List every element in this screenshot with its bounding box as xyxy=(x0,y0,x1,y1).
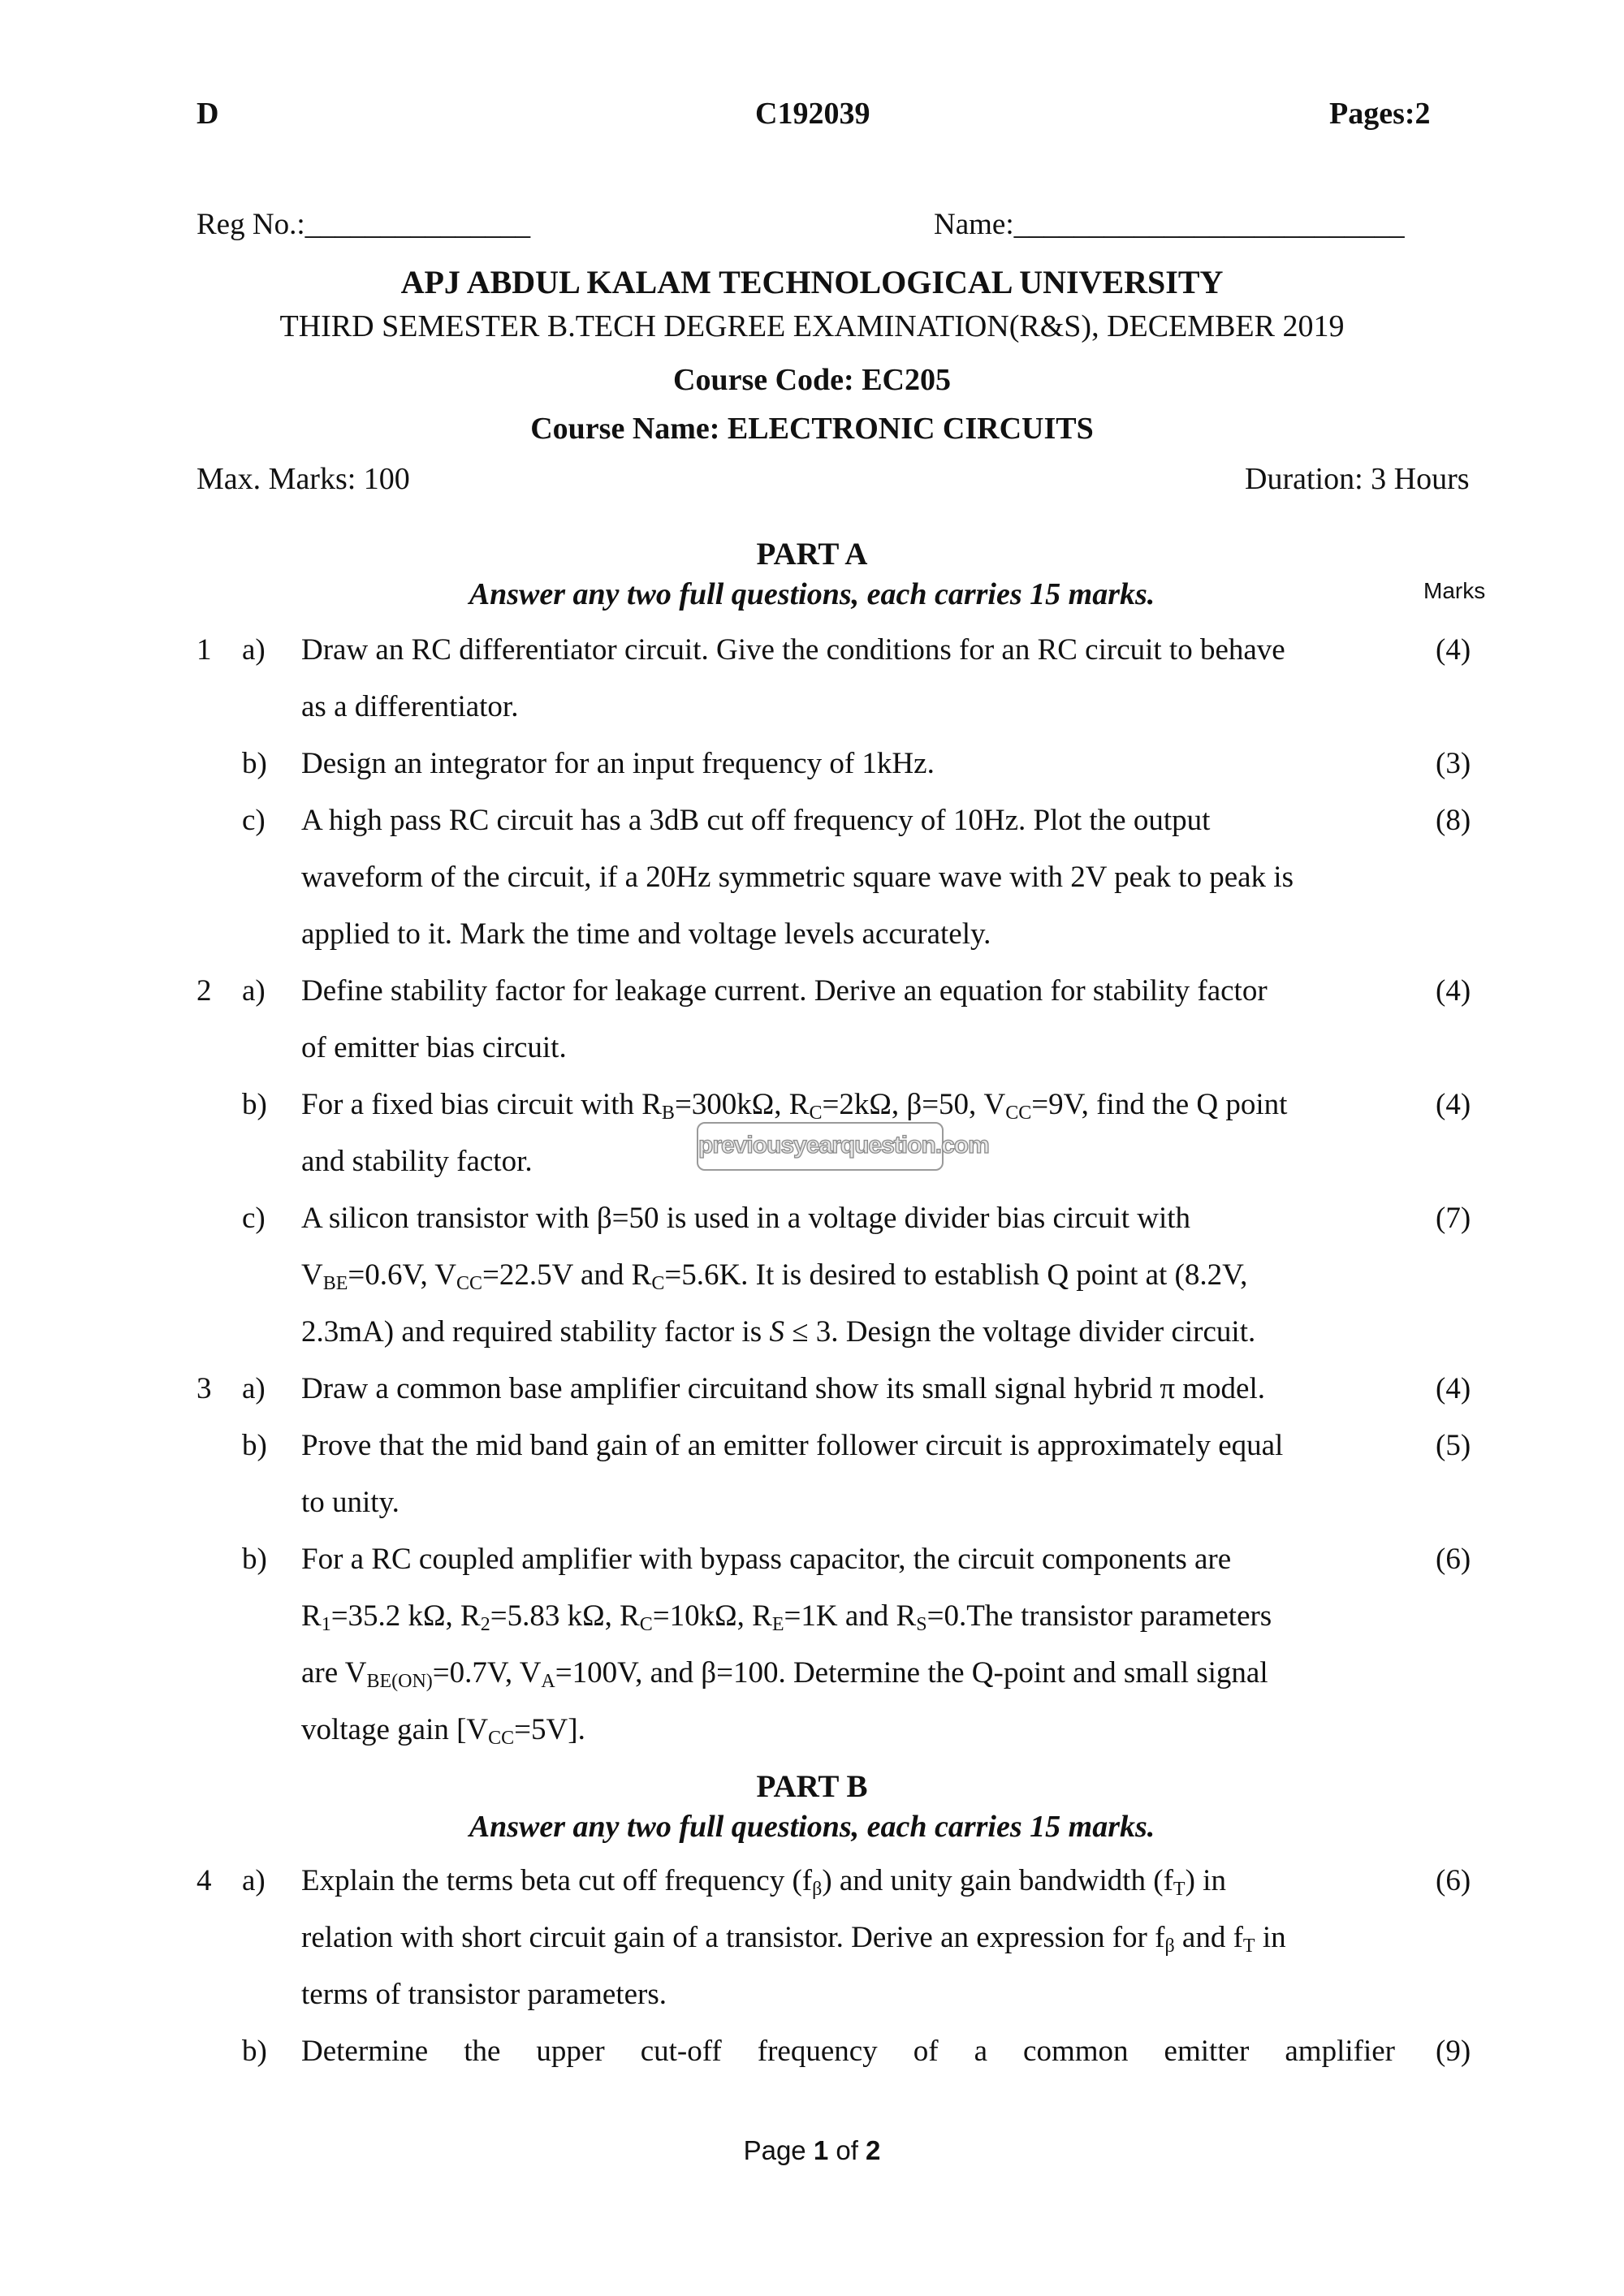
question-text: $R_1=35.2$ kΩ, $R_2=5.83$ kΩ, $R_C=10k\Omega$, $R_E=1K$ and $R_S=0.The$ transistor parameters xyxy=(301,1599,1272,1635)
question-marks: (7) xyxy=(1436,1202,1471,1235)
question-number: 3 xyxy=(197,1372,212,1405)
course-name: Course Name: ELECTRONIC CIRCUITS xyxy=(530,412,1094,446)
question-text: Explain the terms beta cut off frequency $(f_\beta)$ and unity gain bandwidth $(f_T)$ in xyxy=(301,1864,1226,1900)
question-text: $V_{BE}=0.6V$, $V_{CC}=22.5V$ and $R_C=5.6K$. It is desired to establish Q point at (8.2V, xyxy=(301,1258,1248,1294)
question-label: c) xyxy=(242,1202,266,1235)
question-marks: (4) xyxy=(1436,1088,1471,1121)
marks-heading: Marks xyxy=(1423,578,1486,603)
question-text: Design an integrator for an input frequency of 1kHz. xyxy=(301,747,935,780)
question-marks: (4) xyxy=(1436,633,1471,667)
question-text: For a RC coupled amplifier with bypass capacitor, the circuit components are xyxy=(301,1543,1232,1576)
question-text: Draw an RC differentiator circuit. Give the conditions for an RC circuit to behave xyxy=(301,633,1285,667)
question-label: b) xyxy=(242,1543,267,1576)
question-label: b) xyxy=(242,1429,267,1462)
question-label: c) xyxy=(242,804,266,837)
paper-code: C192039 xyxy=(755,97,870,131)
question-number: 4 xyxy=(197,1864,212,1897)
question-text: relation with short circuit gain of a transistor. Derive an expression for $f_\beta$ and $f_T$ in xyxy=(301,1921,1286,1957)
part-b-instruction: Answer any two full questions, each carries 15 marks. xyxy=(469,1810,1155,1844)
question-text: Determine the upper cut-off frequency of a common emitter amplifier xyxy=(301,2035,1395,2068)
exam-title: THIRD SEMESTER B.TECH DEGREE EXAMINATION(R&S), DECEMBER 2019 xyxy=(279,309,1345,343)
max-marks: Max. Marks: 100 xyxy=(197,462,410,496)
question-text: 2.3mA) and required stability factor is S ≤ 3. Design the voltage divider circuit. xyxy=(301,1315,1256,1349)
question-text: are $V_{BE(ON)}=0.7V$, $V_A=100V$, and β=100. Determine the Q-point and small signal xyxy=(301,1656,1268,1692)
question-text: A high pass RC circuit has a 3dB cut off frequency of 10Hz. Plot the output xyxy=(301,804,1211,837)
question-text: of emitter bias circuit. xyxy=(301,1031,567,1064)
part-a-instruction: Answer any two full questions, each carries 15 marks. xyxy=(469,577,1155,611)
question-marks: (6) xyxy=(1436,1864,1471,1897)
part-b-title: PART B xyxy=(756,1769,868,1804)
question-text: For a fixed bias circuit with $R_B=300k\Omega$, $R_C=2k\Omega$, β=50, $V_{CC}=9V$, find the Q point xyxy=(301,1088,1288,1124)
question-label: b) xyxy=(242,1088,267,1121)
question-text: as a differentiator. xyxy=(301,690,519,723)
duration: Duration: 3 Hours xyxy=(1245,462,1470,496)
page-count: Pages:2 xyxy=(1329,97,1431,131)
question-label: a) xyxy=(242,633,266,667)
university-name: APJ ABDUL KALAM TECHNOLOGICAL UNIVERSITY xyxy=(400,264,1224,300)
question-text: Define stability factor for leakage current. Derive an equation for stability factor xyxy=(301,974,1268,1008)
course-code: Course Code: EC205 xyxy=(673,363,951,397)
question-marks: (8) xyxy=(1436,804,1471,837)
watermark-logo: previousyearquestion.com xyxy=(697,1122,944,1171)
question-text: terms of transistor parameters. xyxy=(301,1978,667,2011)
question-text: voltage gain $[V_{CC}=5V]$. xyxy=(301,1713,585,1749)
reg-no-field: Reg No.:_______________ xyxy=(197,208,531,241)
question-text: Prove that the mid band gain of an emitter follower circuit is approximately equal xyxy=(301,1429,1284,1462)
question-label: a) xyxy=(242,1372,266,1405)
question-text: A silicon transistor with β=50 is used in a voltage divider bias circuit with xyxy=(301,1202,1191,1235)
set-code: D xyxy=(197,97,219,131)
question-label: b) xyxy=(242,2035,267,2068)
question-marks: (5) xyxy=(1436,1429,1471,1462)
question-label: b) xyxy=(242,747,267,780)
question-label: a) xyxy=(242,974,266,1008)
question-marks: (4) xyxy=(1436,1372,1471,1405)
page-footer: Page 1 of 2 xyxy=(743,2135,881,2165)
question-text: to unity. xyxy=(301,1486,400,1519)
question-marks: (3) xyxy=(1436,747,1471,780)
question-marks: (9) xyxy=(1436,2035,1471,2068)
question-marks: (6) xyxy=(1436,1543,1471,1576)
question-number: 2 xyxy=(197,974,212,1008)
question-marks: (4) xyxy=(1436,974,1471,1008)
question-text: Draw a common base amplifier circuitand show its small signal hybrid π model. xyxy=(301,1372,1265,1405)
question-text: applied to it. Mark the time and voltage levels accurately. xyxy=(301,917,991,951)
question-number: 1 xyxy=(197,633,212,667)
question-text: waveform of the circuit, if a 20Hz symmetric square wave with 2V peak to peak is xyxy=(301,861,1294,894)
part-a-title: PART A xyxy=(756,537,868,572)
question-text: and stability factor. xyxy=(301,1145,533,1178)
question-label: a) xyxy=(242,1864,266,1897)
name-field: Name:__________________________ xyxy=(934,208,1405,241)
